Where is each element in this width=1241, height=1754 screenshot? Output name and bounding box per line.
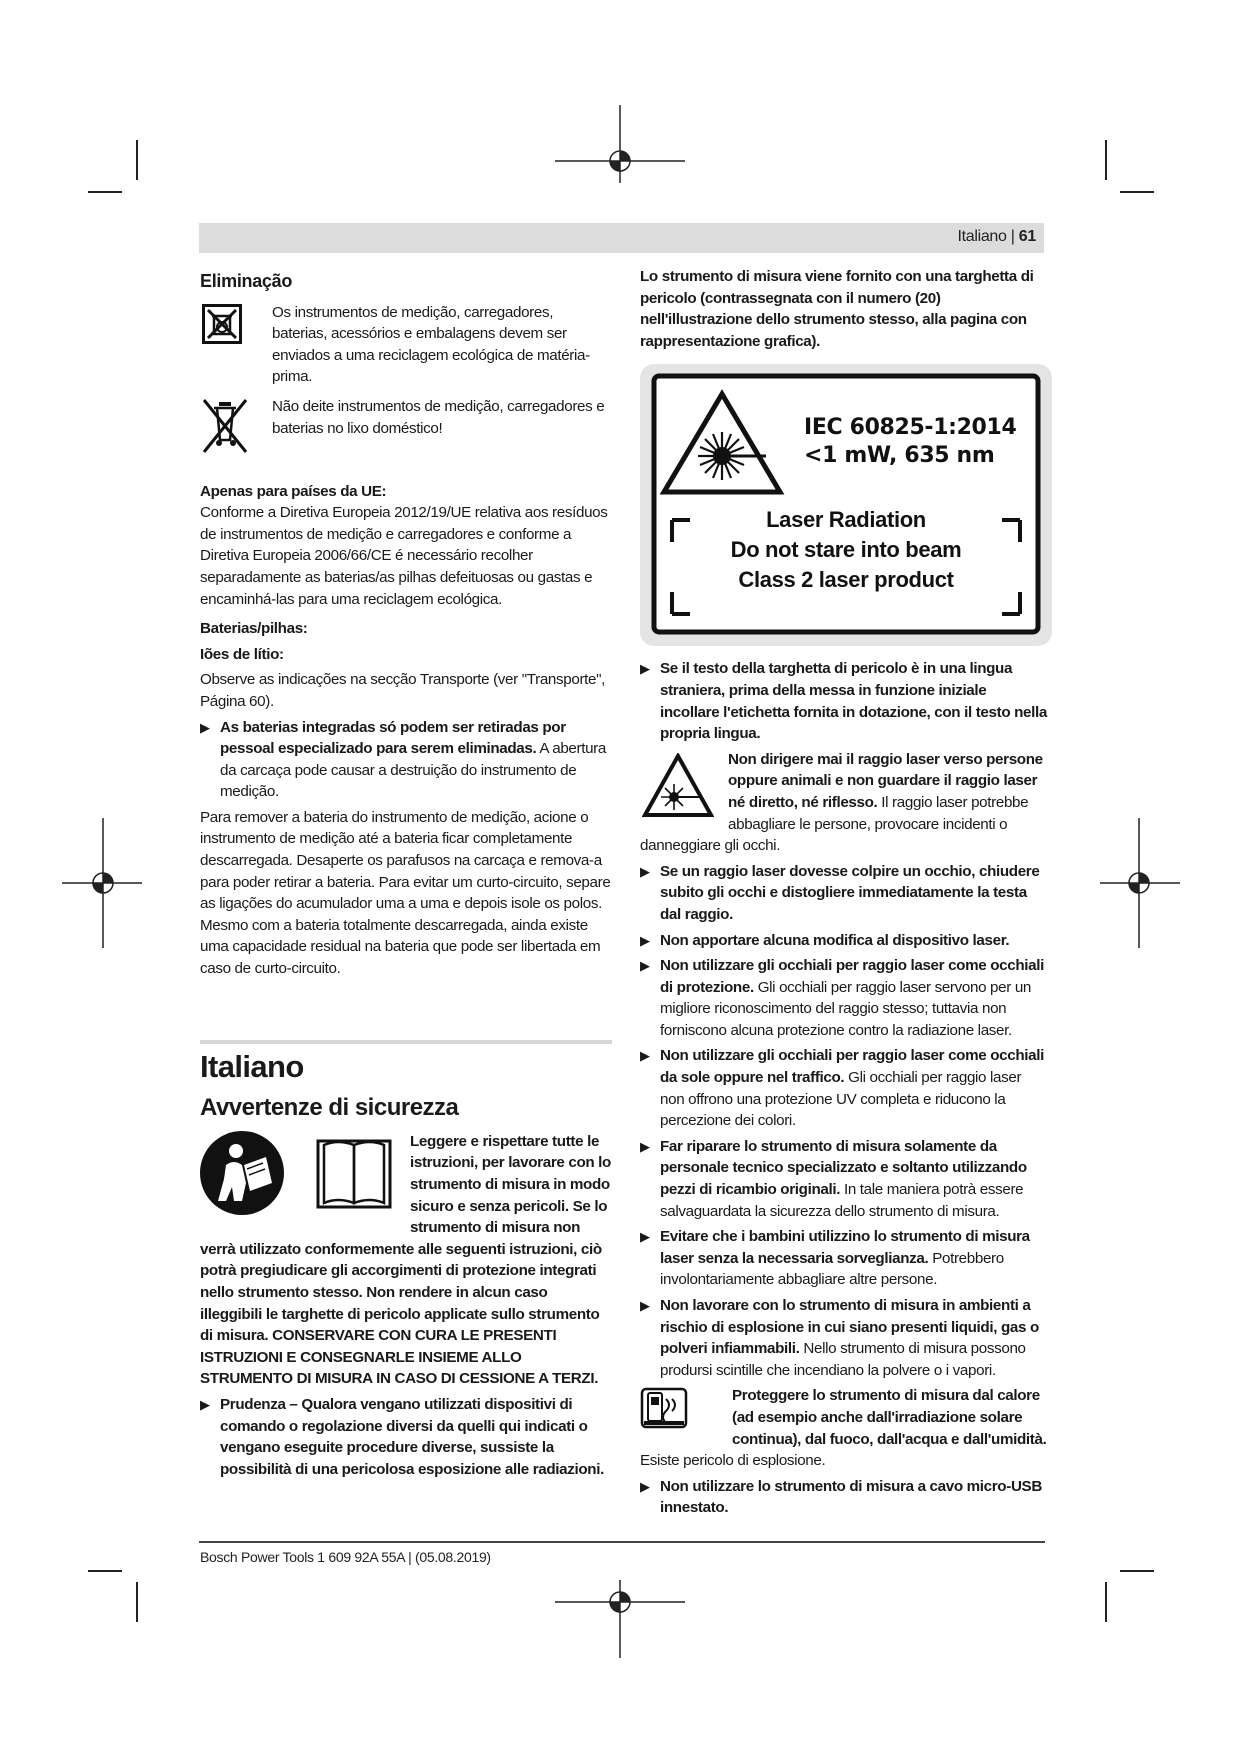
- bullet-arrow-icon: ▶: [640, 1298, 650, 1313]
- usb-cable-item: ▶ Non utilizzare lo strumento di misura a cavo micro-USB innestato.: [640, 1477, 1042, 1517]
- no-modification-item: ▶ Non apportare alcuna modifica al dispositivo laser.: [640, 930, 1048, 952]
- header-language: Italiano: [957, 228, 1007, 245]
- battery-removal-text: Para remover a bateria do instrumento de medição, acione o instrumento de medição até a bateria ficar completamente descarregada. Desaperte os parafusos na carcaça e remova-a para poder retirar a bateria. Para evitar um curto-circuito, separe as ligações do acumulador uma a uma e depois isole os polos. Mesmo com a bateria totalmente descarregada, ainda existe uma capacidade residual na bateria que pode ser libertada em caso de curto-circuito.: [200, 808, 611, 978]
- laser-warning-label: [640, 364, 1052, 646]
- label-power: <1 mW, 635 nm: [804, 443, 995, 469]
- label-line-2: Do not stare into beam: [730, 537, 962, 563]
- crop-mark: [88, 191, 122, 193]
- italiano-heading: Italiano: [200, 1048, 304, 1084]
- bullet-arrow-icon: ▶: [640, 863, 650, 879]
- sun-glasses-item: ▶ Non utilizzare gli occhiali per raggio laser come occhiali da sole oppure nel traffico. Gli occhiali per raggio laser non offrono una protezione UV completa e riducono la percezione dei colori.: [640, 1047, 1044, 1130]
- bullet-arrow-icon: ▶: [640, 1048, 650, 1064]
- lithium-heading: Iões de lítio:: [200, 645, 284, 663]
- crop-mark: [136, 140, 138, 180]
- laser-direction-warning: Non dirigere mai il raggio laser verso persone oppure animali e non guardare il raggio laser né diretto, né riflesso. Il raggio laser potrebbe abbagliare le persone, provocare incidenti o danneggiare gli occhi.: [640, 750, 1043, 855]
- lithium-text: Observe as indicações na secção Transporte (ver "Transporte", Página 60).: [200, 671, 606, 710]
- page-number: 61: [1018, 228, 1036, 245]
- page-header: [199, 223, 1044, 253]
- bullet-arrow-icon: ▶: [200, 1396, 210, 1412]
- radiation-warning-item: ▶ Prudenza – Qualora vengano utilizzati dispositivi di comando o regolazione diversi da quelli qui indicati o vengano eseguite procedure diverse, sussiste la possibilità di una pericolosa esposizione alle radiazioni.: [200, 1395, 604, 1478]
- label-standard: IEC 60825-1:2014: [804, 415, 1017, 441]
- read-manual-icons: [200, 1131, 400, 1228]
- crop-mark: [88, 1570, 122, 1572]
- left-column: [200, 266, 612, 1484]
- crossed-bin-icon: [200, 396, 260, 463]
- laser-glasses-item: ▶ Non utilizzare gli occhiali per raggio laser come occhiali di protezione. Gli occhiali per raggio laser servono per un migliore riconoscimento del raggio stesso; tuttavia non forniscono alcuna protezione contro la radiazione laser.: [640, 957, 1044, 1039]
- disposal-text-1: Os instrumentos de medição, carregadores, baterias, acessórios e embalagens devem ser enviados a uma reciclagem ecológica de matéria-prima.: [272, 303, 590, 386]
- safety-intro: Leggere e rispettare tutte le istruzioni, per lavorare con lo strumento di misura in modo sicuro e senza pericoli. Se lo strumento di misura non verrà utilizzato conformemente alle seguenti istruzioni, ciò potrà pregiudicare gli accorgimenti di protezione integrati nello strumento stesso. Non rendere in alcun caso illeggibili le targhette di pericolo applicate sullo strumento di misura. CONSERVARE CON CURA LE PRESENTI ISTRUZIONI E CONSEGNARLE INSIEME ALLO STRUMENTO DI MISURA IN CASO DI CESSIONE A TERZI.: [200, 1132, 611, 1388]
- heat-protection-icon: [640, 1387, 720, 1438]
- registration-mark-icon: [1100, 818, 1180, 948]
- label-line-3: Class 2 laser product: [738, 567, 954, 593]
- label-line-1: Laser Radiation: [766, 507, 926, 533]
- bullet-arrow-icon: ▶: [640, 1478, 650, 1494]
- crop-mark: [1120, 1570, 1154, 1572]
- footer-text: Bosch Power Tools 1 609 92A 55A | (05.08.2019): [200, 1549, 491, 1565]
- eye-hit-item: ▶ Se un raggio laser dovesse colpire un occhio, chiudere subito gli occhi e distogliere immediatamente la testa dal raggio.: [640, 862, 1040, 923]
- foreign-label-item: ▶ Se il testo della targhetta di pericolo è in una lingua straniera, prima della messa in funzione iniziale incollare l'etichetta fornita in dotazione, con il testo nella propria lingua.: [640, 660, 1047, 743]
- disposal-recycle-row: [200, 302, 612, 388]
- crop-mark: [1105, 140, 1107, 180]
- disposal-text-2: Não deite instrumentos de medição, carregadores e baterias no lixo doméstico!: [272, 397, 605, 437]
- bullet-arrow-icon: ▶: [640, 661, 650, 677]
- section-divider: [200, 1040, 612, 1044]
- eu-text: Conforme a Diretiva Europeia 2012/19/UE relativa aos resíduos de instrumentos de medição e carregadores e conforme a Diretiva Europeia 2006/66/CE é necessário recolher separadamente as baterias/as pilhas defeituosas ou gastas e encaminhá-las para uma reciclagem ecológica.: [200, 504, 608, 608]
- registration-mark-icon: [555, 105, 685, 185]
- heat-warning: Proteggere lo strumento di misura dal calore (ad esempio anche dall'irradiazione solare continua), dal fuoco, dall'acqua e dall'umidità. Esiste pericolo di esplosione.: [640, 1387, 1047, 1470]
- battery-warning-item: ▶ As baterias integradas só podem ser retiradas por pessoal especializado para serem eliminadas. A abertura da carcaça pode causar a destruição do instrumento de medição.: [200, 718, 606, 801]
- header-label: Italiano | 61: [957, 228, 1036, 245]
- bullet-arrow-icon: ▶: [640, 1138, 650, 1154]
- registration-mark-icon: [555, 1580, 685, 1660]
- children-item: ▶ Evitare che i bambini utilizzino lo strumento di misura laser senza la necessaria sorveglianza. Potrebbero involontariamente abbagliare altre persone.: [640, 1228, 1030, 1289]
- right-column: [640, 266, 1048, 1523]
- bullet-arrow-icon: ▶: [640, 1229, 650, 1245]
- repair-item: ▶ Far riparare lo strumento di misura solamente da personale tecnico specializzato e soltanto utilizzando pezzi di ricambio originali. In tale maniera potrà essere salvaguardata la sicurezza dello strumento di misura.: [640, 1137, 1027, 1220]
- eu-heading: Apenas para países da UE:: [200, 482, 387, 500]
- label-intro: Lo strumento di misura viene fornito con una targhetta di pericolo (contrassegnata con il numero (20) nell'illustrazione dello strumento stesso, alla pagina con rappresentazione grafica).: [640, 268, 1034, 350]
- bullet-arrow-icon: ▶: [640, 932, 650, 948]
- registration-mark-icon: [62, 818, 142, 948]
- crop-mark: [136, 1582, 138, 1622]
- safety-heading: Avvertenze di sicurezza: [200, 1094, 459, 1122]
- crop-mark: [1105, 1582, 1107, 1622]
- disposal-heading: Eliminação: [200, 271, 293, 291]
- batteries-heading: Baterias/pilhas:: [200, 620, 308, 638]
- crop-mark: [1120, 191, 1154, 193]
- explosive-item: ▶ Non lavorare con lo strumento di misura in ambienti a rischio di esplosione in cui siano presenti liquidi, gas o polveri infiammabili. Nello strumento di misura possono prodursi scintille che incendiano la polvere o i vapori.: [640, 1297, 1039, 1379]
- disposal-bin-row: [200, 396, 612, 463]
- recycle-icon: [200, 302, 260, 353]
- footer-divider: [199, 1541, 1045, 1543]
- bullet-arrow-icon: ▶: [640, 958, 650, 974]
- laser-hazard-icon: [642, 753, 714, 826]
- bullet-arrow-icon: ▶: [200, 719, 210, 735]
